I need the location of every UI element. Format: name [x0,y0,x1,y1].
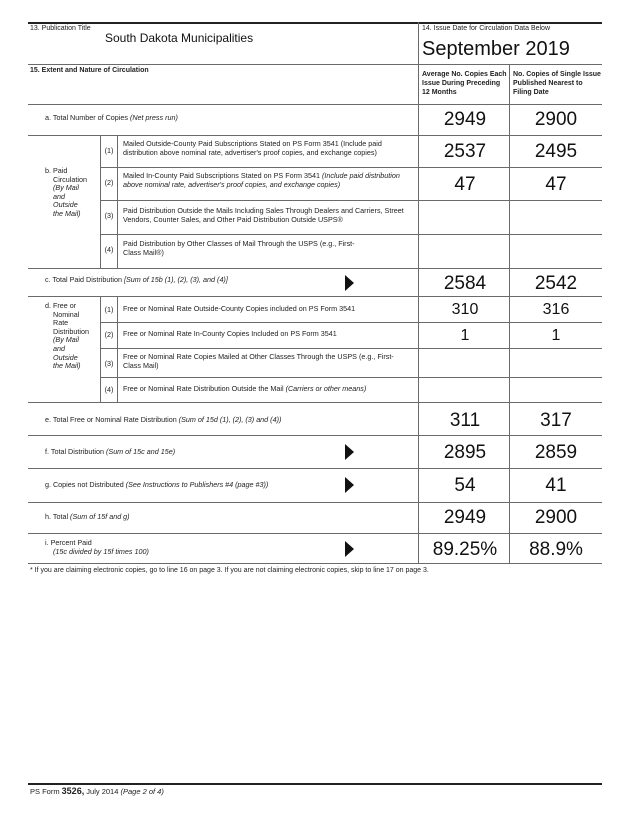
row-d-group-label: d. Free or Nominal Rate Distribution (By Mail and Outside the Mail) [45,301,89,371]
row-d1-single: 316 [542,301,570,318]
row-b1-single: 2495 [534,141,578,162]
row-d3-text: Free or Nominal Rate Copies Mailed at Other Classes Through the USPS (e.g., First-Class Mail) [123,352,394,370]
footnote: * If you are claiming electronic copies, go to line 16 on page 3. If you are not claiming electronic copies, skip to line 17 on page 3. [30,567,429,574]
row-d4-num: (4) [104,385,114,394]
footer-form-id: PS Form 3526, July 2014 (Page 2 of 4) [30,786,164,796]
rule-d3-bottom [100,377,602,378]
row-a-label: a. Total Number of Copies (Net press run) [45,113,178,122]
row-e-label: e. Total Free or Nominal Rate Distribution (Sum of 15d (1), (2), (3) and (4)) [45,415,282,424]
row-f-label: f. Total Distribution (Sum of 15c and 15e) [45,447,176,456]
row-a-single: 2900 [534,109,578,130]
row-f-avg: 2895 [443,442,487,463]
row-i-avg: 89.25% [432,539,498,560]
col1-header: Average No. Copies Each Issue During Preceding 12 Months [422,71,507,96]
top-rule [28,22,602,24]
row-h-avg: 2949 [443,507,487,528]
row-b2-avg: 47 [454,174,476,195]
rule-d-bottom [28,402,602,403]
row-b4-num: (4) [104,245,114,254]
row-h-label: h. Total (Sum of 15f and g) [45,512,130,521]
rule-header [28,64,602,65]
row-h-single: 2900 [534,507,578,528]
rule-i-bottom [28,563,602,564]
rule-h-bottom [28,533,602,534]
rule-a-bottom [28,135,602,136]
rule-f-bottom [28,468,602,469]
rule-a-top [28,104,602,105]
row-c-arrow-icon [345,275,354,291]
issue-date-value: September 2019 [422,38,570,60]
row-b4-text: Paid Distribution by Other Classes of Mail Through the USPS (e.g., First-Class Mail®) [123,239,355,257]
row-b1-text: Mailed Outside-County Paid Subscriptions Stated on PS Form 3541 (Include paid distribution above nominal rate, advertiser's proof copies, and exchange copies) [123,139,382,157]
row-d3-num: (3) [104,359,114,368]
row-d2-num: (2) [104,330,114,339]
row-d2-single: 1 [551,327,561,344]
row-i-label: i. Percent Paid (15c divided by 15f times 100) [45,538,149,556]
row-g-avg: 54 [454,475,476,496]
row-b2-num: (2) [104,178,114,187]
rule-b-bottom [28,268,602,269]
footer-rule [28,783,602,785]
rule-b2-bottom [100,200,602,201]
row-c-single: 2542 [534,273,578,294]
row-b3-text: Paid Distribution Outside the Mails Including Sales Through Dealers and Carriers, Street Vendors, Counter Sales, and Other Paid Distribution Outside USPS® [123,206,404,224]
row-f-arrow-icon [345,444,354,460]
rule-g-bottom [28,502,602,503]
row-a-avg: 2949 [443,109,487,130]
row-c-label: c. Total Paid Distribution [Sum of 15b (1), (2), (3), and (4)] [45,275,228,284]
row-i-single: 88.9% [529,539,583,560]
rule-d1-bottom [100,322,602,323]
row-e-avg: 311 [449,410,481,431]
col2-header: No. Copies of Single Issue Published Nearest to Filing Date [513,71,601,96]
publication-title-label: 13. Publication Title [30,25,91,32]
row-d4-text: Free or Nominal Rate Distribution Outside the Mail (Carriers or other means) [123,384,367,393]
row-d2-text: Free or Nominal Rate In-County Copies Included on PS Form 3541 [123,329,337,338]
row-i-arrow-icon [345,541,354,557]
row-b1-avg: 2537 [443,141,487,162]
rule-b3-bottom [100,234,602,235]
row-g-arrow-icon [345,477,354,493]
row-b-group-label: b. Paid Circulation (By Mail and Outside the Mail) [45,166,87,218]
row-e-single: 317 [540,410,572,431]
row-g-label: g. Copies not Distributed (See Instructions to Publishers #4 (page #3)) [45,480,269,489]
publication-title-value: South Dakota Municipalities [105,31,254,45]
row-b3-num: (3) [104,211,114,220]
row-b2-text: Mailed In-County Paid Subscriptions Stated on PS Form 3541 (Include paid distribution above nominal rate, advertiser's proof copies, and exchange copies) [123,171,400,189]
extent-label: 15. Extent and Nature of Circulation [30,67,149,74]
rule-c-bottom [28,296,602,297]
issue-date-label: 14. Issue Date for Circulation Data Below [422,25,551,32]
row-b2-single: 47 [545,174,567,195]
row-c-avg: 2584 [443,273,487,294]
row-d1-num: (1) [104,305,114,314]
rule-e-bottom [28,435,602,436]
rule-d2-bottom [100,348,602,349]
row-d1-avg: 310 [451,301,479,318]
row-g-single: 41 [545,475,567,496]
row-b1-num: (1) [104,146,114,155]
row-d2-avg: 1 [460,327,470,344]
row-d1-text: Free or Nominal Rate Outside-County Copies included on PS Form 3541 [123,304,356,313]
rule-b1-bottom [100,167,602,168]
row-f-single: 2859 [534,442,578,463]
